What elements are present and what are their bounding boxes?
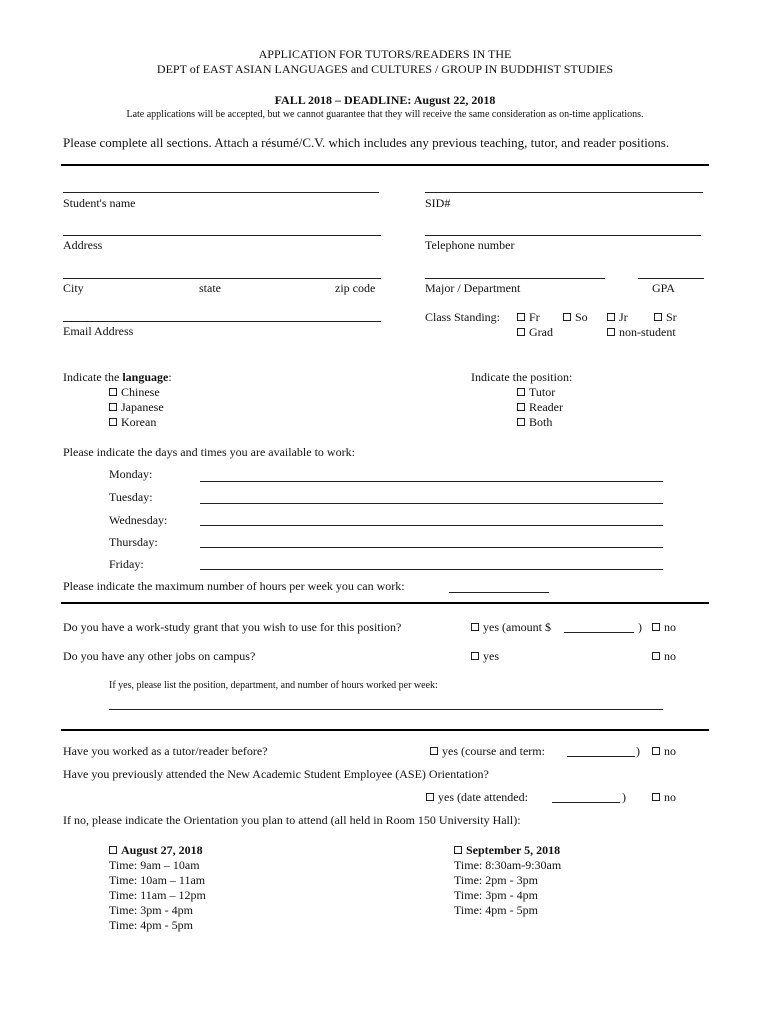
- checkbox-icon: [471, 652, 479, 660]
- orientation-aug[interactable]: August 27, 2018: [109, 843, 203, 858]
- language-korean[interactable]: Korean: [109, 415, 156, 430]
- max-hours-label: Please indicate the maximum number of hours per week you can work:: [63, 579, 405, 593]
- aug-time: Time: 11am – 12pm: [109, 888, 206, 902]
- day-tuesday: Tuesday:: [109, 490, 153, 504]
- checkbox-icon: [517, 388, 525, 396]
- standing-grad[interactable]: Grad: [517, 325, 553, 340]
- position-label: Indicate the position:: [471, 370, 573, 384]
- other-jobs-note: If yes, please list the position, department, and number of hours worked per week:: [109, 680, 438, 691]
- checkbox-icon: [563, 313, 571, 321]
- course-term-line[interactable]: [567, 756, 635, 757]
- telephone-line[interactable]: [425, 235, 701, 236]
- sep-time: Time: 2pm - 3pm: [454, 873, 538, 887]
- checkbox-icon: [426, 793, 434, 801]
- email-label: Email Address: [63, 324, 134, 338]
- other-jobs-yes[interactable]: yes: [471, 649, 499, 664]
- checkbox-icon: [654, 313, 662, 321]
- day-monday: Monday:: [109, 467, 153, 481]
- sep-time: Time: 3pm - 4pm: [454, 888, 538, 902]
- thursday-line[interactable]: [200, 547, 663, 548]
- standing-jr[interactable]: Jr: [607, 310, 628, 325]
- other-jobs-no[interactable]: no: [652, 649, 676, 664]
- language-japanese[interactable]: Japanese: [109, 400, 164, 415]
- tutor-before-no[interactable]: no: [652, 744, 676, 759]
- aug-time: Time: 4pm - 5pm: [109, 918, 193, 932]
- work-study-amount-line[interactable]: [564, 632, 634, 633]
- ase-no[interactable]: no: [652, 790, 676, 805]
- ase-question: Have you previously attended the New Academic Student Employee (ASE) Orientation?: [63, 767, 489, 781]
- work-study-yes[interactable]: yes (amount $: [471, 620, 551, 635]
- checkbox-icon: [109, 388, 117, 396]
- standing-so[interactable]: So: [563, 310, 588, 325]
- tutor-before-close-paren: ): [636, 744, 640, 758]
- aug-time: Time: 10am – 11am: [109, 873, 206, 887]
- sid-line[interactable]: [425, 192, 703, 193]
- ase-yes[interactable]: yes (date attended:: [426, 790, 528, 805]
- checkbox-icon: [430, 747, 438, 755]
- checkbox-icon: [454, 846, 462, 854]
- student-name-line[interactable]: [63, 192, 379, 193]
- friday-line[interactable]: [200, 569, 663, 570]
- student-name-label: Student's name: [63, 196, 136, 210]
- checkbox-icon: [607, 313, 615, 321]
- divider: [61, 164, 709, 166]
- checkbox-icon: [517, 418, 525, 426]
- address-line[interactable]: [63, 235, 381, 236]
- major-label: Major / Department: [425, 281, 521, 295]
- standing-fr[interactable]: Fr: [517, 310, 540, 325]
- divider: [61, 602, 709, 604]
- checkbox-icon: [607, 328, 615, 336]
- orientation-plan-label: If no, please indicate the Orientation you plan to attend (all held in Room 150 University Hall):: [63, 813, 521, 827]
- checkbox-icon: [109, 418, 117, 426]
- instructions: Please complete all sections. Attach a résumé/C.V. which includes any previous teaching, tutor, and reader positions.: [63, 135, 670, 150]
- checkbox-icon: [652, 623, 660, 631]
- title-line-1: APPLICATION FOR TUTORS/READERS IN THE: [258, 47, 512, 61]
- deadline-heading: FALL 2018 – DEADLINE: August 22, 2018: [274, 93, 496, 107]
- other-jobs-line[interactable]: [109, 709, 663, 710]
- wednesday-line[interactable]: [200, 525, 663, 526]
- date-attended-line[interactable]: [552, 802, 620, 803]
- position-tutor[interactable]: Tutor: [517, 385, 555, 400]
- telephone-label: Telephone number: [425, 238, 515, 252]
- standing-non-student[interactable]: non-student: [607, 325, 676, 340]
- standing-sr[interactable]: Sr: [654, 310, 677, 325]
- day-friday: Friday:: [109, 557, 144, 571]
- divider: [61, 729, 709, 731]
- aug-time: Time: 3pm - 4pm: [109, 903, 193, 917]
- checkbox-icon: [109, 846, 117, 854]
- checkbox-icon: [652, 793, 660, 801]
- checkbox-icon: [517, 328, 525, 336]
- class-standing-label: Class Standing:: [425, 310, 501, 324]
- position-both[interactable]: Both: [517, 415, 552, 430]
- zip-label: zip code: [335, 281, 376, 295]
- address-label: Address: [63, 238, 103, 252]
- language-label: Indicate the language:: [63, 370, 172, 384]
- monday-line[interactable]: [200, 481, 663, 482]
- language-chinese[interactable]: Chinese: [109, 385, 160, 400]
- tutor-before-question: Have you worked as a tutor/reader before?: [63, 744, 268, 758]
- ase-close-paren: ): [622, 790, 626, 804]
- major-line[interactable]: [425, 278, 605, 279]
- work-study-no[interactable]: no: [652, 620, 676, 635]
- checkbox-icon: [517, 403, 525, 411]
- checkbox-icon: [517, 313, 525, 321]
- orientation-sep[interactable]: September 5, 2018: [454, 843, 560, 858]
- checkbox-icon: [652, 747, 660, 755]
- tuesday-line[interactable]: [200, 503, 663, 504]
- gpa-label: GPA: [652, 281, 675, 295]
- title-line-2: DEPT of EAST ASIAN LANGUAGES and CULTURES / GROUP IN BUDDHIST STUDIES: [156, 62, 614, 76]
- late-applications-note: Late applications will be accepted, but we cannot guarantee that they will receive the same consideration as on-time applications.: [126, 109, 644, 120]
- day-wednesday: Wednesday:: [109, 513, 168, 527]
- max-hours-line[interactable]: [449, 592, 549, 593]
- position-reader[interactable]: Reader: [517, 400, 563, 415]
- city-state-zip-line[interactable]: [63, 278, 381, 279]
- other-jobs-question: Do you have any other jobs on campus?: [63, 649, 256, 663]
- city-label: City: [63, 281, 84, 295]
- email-line[interactable]: [63, 321, 381, 322]
- sid-label: SID#: [425, 196, 451, 210]
- checkbox-icon: [652, 652, 660, 660]
- gpa-line[interactable]: [638, 278, 704, 279]
- day-thursday: Thursday:: [109, 535, 158, 549]
- sep-time: Time: 4pm - 5pm: [454, 903, 538, 917]
- tutor-before-yes[interactable]: yes (course and term:: [430, 744, 545, 759]
- availability-label: Please indicate the days and times you are available to work:: [63, 445, 355, 459]
- state-label: state: [199, 281, 221, 295]
- aug-time: Time: 9am – 10am: [109, 858, 200, 872]
- checkbox-icon: [471, 623, 479, 631]
- checkbox-icon: [109, 403, 117, 411]
- sep-time: Time: 8:30am-9:30am: [454, 858, 562, 872]
- work-study-close-paren: ): [638, 620, 642, 634]
- work-study-question: Do you have a work-study grant that you wish to use for this position?: [63, 620, 402, 634]
